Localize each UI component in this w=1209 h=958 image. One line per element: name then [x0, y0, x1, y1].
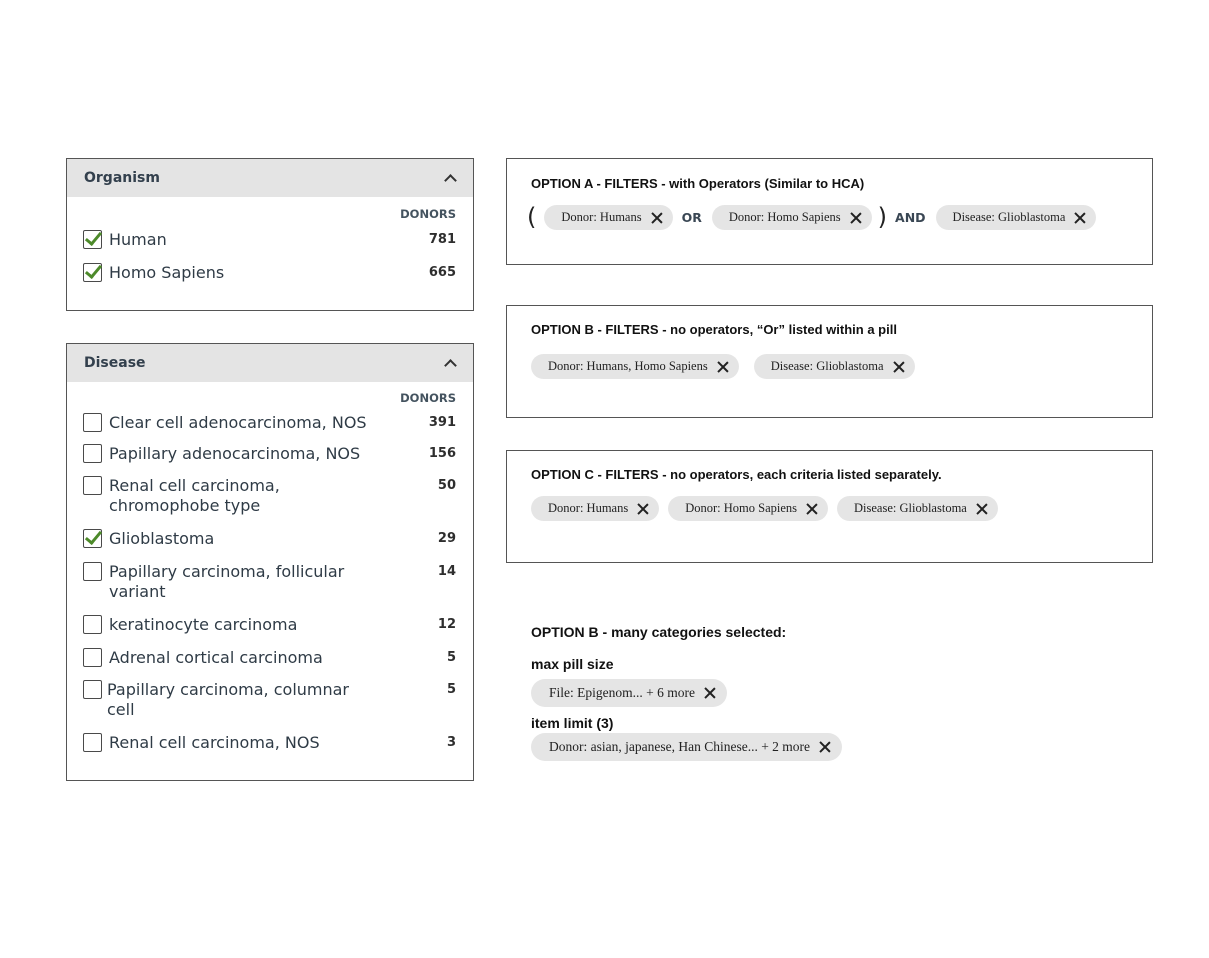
facet-item-label: Glioblastoma — [109, 529, 215, 548]
disease-item[interactable] — [83, 733, 456, 753]
checkbox[interactable] — [83, 413, 102, 432]
filter-pill[interactable] — [531, 679, 727, 707]
organism-panel-title: Organism — [84, 170, 160, 186]
option-c-title: OPTION C - FILTERS - no operators, each criteria listed separately. — [531, 467, 942, 482]
facet-item-count: 14 — [437, 564, 456, 579]
option-a-title: OPTION A - FILTERS - with Operators (Similar to HCA) — [531, 176, 865, 191]
facet-item-count: 665 — [428, 265, 456, 280]
filter-pill-label: Donor: Humans — [548, 501, 629, 515]
checkbox[interactable] — [83, 529, 102, 548]
facet-item-count: 781 — [428, 232, 456, 247]
close-icon[interactable] — [717, 361, 729, 373]
filter-pill-label: File: Epigenom... + 6 more — [549, 685, 695, 700]
checkbox[interactable] — [83, 263, 102, 282]
checkbox[interactable] — [83, 562, 102, 581]
facet-item-count: 50 — [437, 478, 456, 493]
checkbox[interactable] — [83, 476, 102, 495]
close-icon[interactable] — [806, 503, 818, 515]
close-icon[interactable] — [637, 503, 649, 515]
facet-item-count: 391 — [428, 415, 456, 430]
facet-item-label: keratinocyte carcinoma — [109, 615, 298, 634]
facet-item-label: Homo Sapiens — [109, 263, 225, 282]
max-pill-size-label: max pill size — [531, 656, 614, 672]
facet-item-count: 5 — [446, 682, 456, 697]
filter-pill-label: Disease: Glioblastoma — [770, 359, 884, 373]
facet-item-label: Papillary carcinoma, follicular variant — [109, 562, 345, 601]
disease-panel-header[interactable] — [67, 344, 473, 382]
donors-column-header: DONORS — [400, 391, 456, 405]
disease-panel-title: Disease — [84, 355, 146, 371]
option-c-filter-row — [531, 496, 1007, 521]
filter-pill[interactable] — [544, 205, 672, 230]
facet-item-label: Renal cell carcinoma, chromophobe type — [109, 476, 280, 515]
disease-facet-panel — [66, 343, 474, 781]
facet-item-count: 12 — [437, 617, 456, 632]
filter-pill[interactable] — [531, 354, 739, 379]
operator-and: AND — [895, 210, 926, 225]
organism-facet-panel — [66, 158, 474, 311]
option-b-box — [506, 305, 1153, 418]
organism-item-human[interactable] — [83, 230, 456, 250]
filter-pill-label: Donor: asian, japanese, Han Chinese... + 2 more — [549, 739, 811, 754]
collapse-chevron-icon[interactable] — [445, 358, 455, 368]
disease-item[interactable] — [83, 562, 456, 602]
facet-item-count: 3 — [446, 735, 456, 750]
checkbox[interactable] — [83, 615, 102, 634]
filter-pill[interactable] — [668, 496, 828, 521]
disease-item[interactable] — [83, 413, 456, 433]
filter-pill-label: Donor: Homo Sapiens — [728, 210, 841, 224]
operator-or: OR — [681, 210, 702, 225]
disease-item[interactable] — [83, 615, 456, 635]
close-icon[interactable] — [704, 687, 716, 699]
checkbox[interactable] — [83, 680, 102, 699]
facet-item-count: 29 — [437, 531, 456, 546]
option-b-many-title: OPTION B - many categories selected: — [531, 624, 787, 640]
facet-item-label: Papillary adenocarcinoma, NOS — [109, 444, 361, 463]
disease-item[interactable] — [83, 680, 456, 720]
filter-pill-label: Disease: Glioblastoma — [854, 501, 967, 515]
filter-pill-label: Donor: Humans — [561, 210, 642, 224]
option-c-box — [506, 450, 1153, 563]
checkbox[interactable] — [83, 444, 102, 463]
close-icon[interactable] — [893, 361, 905, 373]
open-paren: ( — [527, 203, 537, 231]
facet-item-label: Clear cell adenocarcinoma, NOS — [109, 413, 367, 432]
option-a-filter-row — [527, 205, 1105, 230]
max-pill-example — [531, 679, 736, 707]
organism-item-homo-sapiens[interactable] — [83, 263, 456, 283]
facet-item-count: 156 — [428, 446, 456, 461]
option-b-filter-row — [531, 354, 924, 379]
item-limit-example — [531, 733, 851, 761]
facet-item-label: Human — [109, 230, 167, 249]
disease-item[interactable] — [83, 648, 456, 668]
filter-pill[interactable] — [936, 205, 1097, 230]
filter-pill[interactable] — [754, 354, 915, 379]
item-limit-label: item limit (3) — [531, 715, 614, 731]
close-icon[interactable] — [1074, 212, 1086, 224]
filter-pill[interactable] — [837, 496, 998, 521]
collapse-chevron-icon[interactable] — [445, 173, 455, 183]
close-icon[interactable] — [850, 212, 862, 224]
donors-column-header: DONORS — [400, 207, 456, 221]
filter-pill[interactable] — [531, 733, 842, 761]
checkbox[interactable] — [83, 648, 102, 667]
organism-panel-header[interactable] — [67, 159, 473, 197]
filter-pill-label: Donor: Homo Sapiens — [685, 501, 798, 515]
checkbox[interactable] — [83, 230, 102, 249]
disease-item[interactable] — [83, 476, 456, 516]
option-b-title: OPTION B - FILTERS - no operators, “Or” listed within a pill — [531, 322, 897, 337]
disease-item[interactable] — [83, 444, 456, 464]
close-icon[interactable] — [651, 212, 663, 224]
facet-item-label: Adrenal cortical carcinoma — [109, 648, 323, 667]
close-paren: ) — [877, 203, 888, 231]
option-a-box — [506, 158, 1153, 265]
filter-pill-label: Disease: Glioblastoma — [952, 210, 1066, 224]
filter-pill[interactable] — [531, 496, 659, 521]
facet-item-label: Renal cell carcinoma, NOS — [109, 733, 320, 752]
facet-item-count: 5 — [446, 650, 456, 665]
checkbox[interactable] — [83, 733, 102, 752]
close-icon[interactable] — [976, 503, 988, 515]
facet-item-label: Papillary carcinoma, columnar cell — [107, 680, 350, 719]
close-icon[interactable] — [819, 741, 831, 753]
filter-pill[interactable] — [712, 205, 872, 230]
filter-pill-label: Donor: Humans, Homo Sapiens — [548, 359, 708, 373]
disease-item[interactable] — [83, 529, 456, 549]
